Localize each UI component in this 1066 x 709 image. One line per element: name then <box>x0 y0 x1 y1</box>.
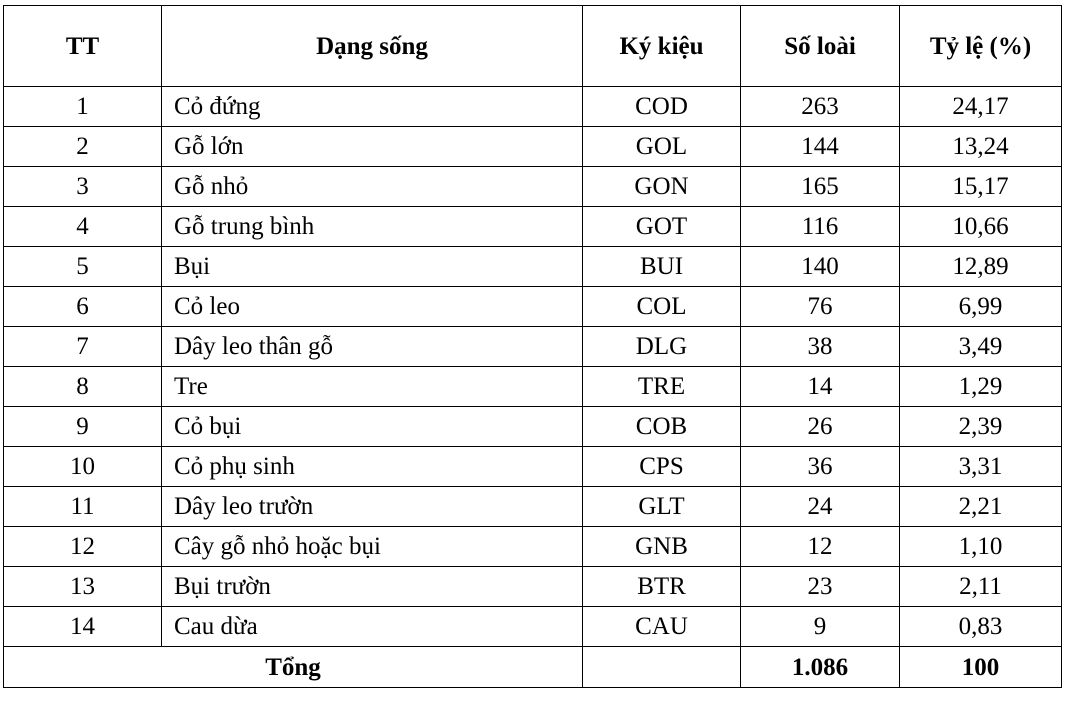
cell-species-count: 165 <box>741 167 900 207</box>
table-row <box>4 247 1062 287</box>
table-row <box>4 167 1062 207</box>
cell-life-form: Bụi <box>162 247 583 287</box>
cell-tt: 3 <box>4 167 162 207</box>
cell-symbol: GOL <box>583 127 741 167</box>
header-tt: TT <box>4 6 162 87</box>
cell-species-count: 12 <box>741 527 900 567</box>
cell-life-form: Cỏ phụ sinh <box>162 447 583 487</box>
cell-species-count: 26 <box>741 407 900 447</box>
table-body <box>4 87 1062 688</box>
cell-species-count: 23 <box>741 567 900 607</box>
table-row <box>4 367 1062 407</box>
cell-ratio: 1,10 <box>900 527 1062 567</box>
cell-ratio: 2,11 <box>900 567 1062 607</box>
cell-species-count: 9 <box>741 607 900 647</box>
cell-tt: 6 <box>4 287 162 327</box>
cell-symbol: COL <box>583 287 741 327</box>
table-row <box>4 607 1062 647</box>
cell-species-count: 144 <box>741 127 900 167</box>
cell-symbol: TRE <box>583 367 741 407</box>
table-row <box>4 287 1062 327</box>
cell-life-form: Cau dừa <box>162 607 583 647</box>
cell-symbol: COB <box>583 407 741 447</box>
cell-ratio: 3,31 <box>900 447 1062 487</box>
cell-tt: 11 <box>4 487 162 527</box>
cell-ratio: 3,49 <box>900 327 1062 367</box>
table-row <box>4 87 1062 127</box>
cell-ratio: 15,17 <box>900 167 1062 207</box>
cell-tt: 1 <box>4 87 162 127</box>
cell-species-count: 36 <box>741 447 900 487</box>
total-species-count: 1.086 <box>741 647 900 688</box>
table-row <box>4 567 1062 607</box>
cell-species-count: 140 <box>741 247 900 287</box>
cell-symbol: CPS <box>583 447 741 487</box>
cell-species-count: 116 <box>741 207 900 247</box>
cell-tt: 14 <box>4 607 162 647</box>
cell-life-form: Dây leo trườn <box>162 487 583 527</box>
cell-life-form: Cỏ bụi <box>162 407 583 447</box>
cell-ratio: 2,21 <box>900 487 1062 527</box>
cell-life-form: Dây leo thân gỗ <box>162 327 583 367</box>
cell-tt: 10 <box>4 447 162 487</box>
cell-life-form: Cỏ leo <box>162 287 583 327</box>
cell-life-form: Gỗ lớn <box>162 127 583 167</box>
cell-symbol: GLT <box>583 487 741 527</box>
table-row <box>4 487 1062 527</box>
life-forms-table <box>3 5 1062 688</box>
total-label: Tổng <box>4 647 583 688</box>
cell-life-form: Gỗ nhỏ <box>162 167 583 207</box>
cell-ratio: 12,89 <box>900 247 1062 287</box>
header-symbol: Ký kiệu <box>583 6 741 87</box>
cell-symbol: BUI <box>583 247 741 287</box>
cell-ratio: 13,24 <box>900 127 1062 167</box>
cell-species-count: 38 <box>741 327 900 367</box>
cell-life-form: Cỏ đứng <box>162 87 583 127</box>
cell-tt: 12 <box>4 527 162 567</box>
cell-species-count: 14 <box>741 367 900 407</box>
header-ratio: Tỷ lệ (%) <box>900 6 1062 87</box>
cell-life-form: Cây gỗ nhỏ hoặc bụi <box>162 527 583 567</box>
cell-symbol: CAU <box>583 607 741 647</box>
cell-symbol: GNB <box>583 527 741 567</box>
cell-ratio: 1,29 <box>900 367 1062 407</box>
cell-tt: 13 <box>4 567 162 607</box>
cell-symbol: GOT <box>583 207 741 247</box>
cell-ratio: 2,39 <box>900 407 1062 447</box>
cell-life-form: Gỗ trung bình <box>162 207 583 247</box>
table-row <box>4 127 1062 167</box>
cell-tt: 5 <box>4 247 162 287</box>
table-row <box>4 327 1062 367</box>
cell-ratio: 0,83 <box>900 607 1062 647</box>
header-species-count: Số loài <box>741 6 900 87</box>
cell-species-count: 76 <box>741 287 900 327</box>
cell-life-form: Bụi trườn <box>162 567 583 607</box>
cell-symbol: COD <box>583 87 741 127</box>
cell-life-form: Tre <box>162 367 583 407</box>
cell-tt: 2 <box>4 127 162 167</box>
cell-symbol: GON <box>583 167 741 207</box>
cell-tt: 7 <box>4 327 162 367</box>
header-life-form: Dạng sống <box>162 6 583 87</box>
table-row <box>4 407 1062 447</box>
cell-symbol: BTR <box>583 567 741 607</box>
cell-ratio: 10,66 <box>900 207 1062 247</box>
cell-symbol: DLG <box>583 327 741 367</box>
table-row <box>4 527 1062 567</box>
total-ratio: 100 <box>900 647 1062 688</box>
cell-species-count: 263 <box>741 87 900 127</box>
cell-tt: 9 <box>4 407 162 447</box>
header-row <box>4 6 1062 87</box>
total-symbol <box>583 647 741 688</box>
table-row <box>4 447 1062 487</box>
cell-tt: 4 <box>4 207 162 247</box>
cell-species-count: 24 <box>741 487 900 527</box>
cell-tt: 8 <box>4 367 162 407</box>
cell-ratio: 6,99 <box>900 287 1062 327</box>
table-row <box>4 207 1062 247</box>
cell-ratio: 24,17 <box>900 87 1062 127</box>
total-row <box>4 647 1062 688</box>
